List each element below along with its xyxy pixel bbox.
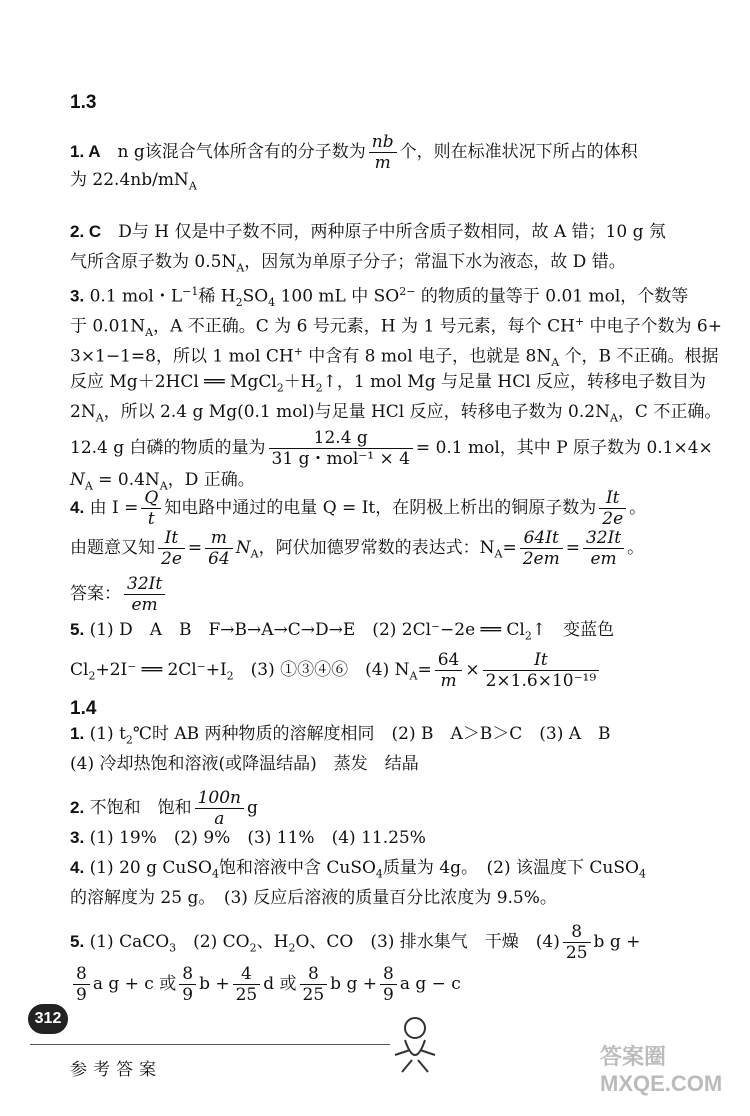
answer-1-4-3: 3. (1) 19% (2) 9% (3) 11% (4) 11.25% — [70, 828, 426, 848]
page-number: 312 — [28, 1004, 68, 1034]
answer-1-4-5-line-2: $\frac{8}{9}$ a g + c 或 $\frac{8}{9}$ b + $\frac{4}{25}$ d 或 $\frac{8}{25}$ b g + $\frac{8}{9}$ a g − c — [70, 964, 461, 1005]
answer-3-line-7: $N_A = 0.4N_A$，D 正确。 — [70, 470, 255, 493]
watermark: 答案圈 MXQE.COM — [600, 1044, 723, 1096]
answer-4-final: 答案： $\frac{32It}{em}$ — [70, 574, 168, 615]
section-title: 1.3 — [70, 92, 97, 113]
answer-3-line-4: 反应 Mg＋2HCl ══ $MgCl_2+H_2↑$，1 mol Mg 与足量 HCl 反应，转移电子数目为 — [70, 372, 707, 395]
answer-1-4-5-line-1: 5. (1) CaCO$_3$ (2) $CO_2$、$H_2O$、CO (3) 排水集气 干燥 (4) $\frac{8}{25}$ b g + — [70, 922, 641, 963]
answer-1-4-1-line-2: (4) 冷却热饱和溶液(或降温结晶) 蒸发 结晶 — [70, 754, 419, 774]
answer-2-line-2: 气所含原子数为 $0.5N_A$，因氖为单原子分子；常温下水为液态，故 D 错。 — [70, 252, 626, 275]
answer-2-line-1: 2. C D与 H 仅是中子数不同，两种原子中所含质子数相同，故 A 错；10 g 氖 — [70, 222, 666, 242]
answer-5-line-2: $Cl_2+2I^-$ ══ $2Cl^-+I_2$ (3) ①③④⑥ (4) $N_A=$ $\frac{64}{m}$ × $\frac{It}{\text{2×1.6×10⁻¹⁹}}$ — [70, 650, 602, 691]
answer-3-line-6: 12.4 g 白磷的物质的量为 $\frac{12.4 g}{\text{31 g・mol⁻¹ × 4}}$ = 0.1 mol，其中 P 原子数为 0.1×4× — [70, 428, 713, 469]
footer-divider — [30, 1044, 390, 1045]
footer-label: 参考答案 — [70, 1060, 162, 1080]
answer-1-4-4-line-2: 的溶解度为 25 g。 (3) 反应后溶液的质量百分比浓度为 9.5%。 — [70, 888, 557, 908]
cartoon-figure-icon — [380, 1010, 450, 1080]
answer-1-4-1-line-1: 1. (1) $t_2℃$时 AB 两种物质的溶解度相同 (2) B A＞B＞C (3) A B — [70, 724, 611, 747]
answer-4-line-1: 4. 由 I = $\frac{Q}{t}$ 知电路中通过的电量 Q = It，在阴极上析出的铜原子数为 $\frac{It}{2e}$ 。 — [70, 488, 647, 529]
answer-3-line-5: $2N_A$，所以 2.4 g Mg(0.1 mol)与足量 HCl 反应，转移电子数为 $0.2N_A$，C 不正确。 — [70, 402, 722, 425]
answer-4-line-2: 由题意又知 $\frac{It}{2e}$ = $\frac{m}{64}$ $N_A$，阿伏加德罗常数的表达式：$N_A=$ $\frac{64It}{2em}$ = $\frac{32It}{em}$ 。 — [70, 528, 645, 569]
section-title: 1.4 — [70, 698, 97, 719]
answer-1-line-2: 为 $22.4nb/mN_A$ — [70, 170, 197, 193]
answer-5-line-1: 5. (1) D A B F→B→A→C→D→E (2) 2Cl⁻−2e ══ $Cl_2↑$ 变蓝色 — [70, 620, 615, 643]
answer-1-4-4-line-1: 4. (1) 20 g CuSO$_4$饱和溶液中含 CuSO$_4$质量为 4g。 (2) 该温度下 CuSO$_4$ — [70, 858, 646, 881]
answer-1-4-2: 2. 不饱和 饱和 $\frac{100n}{a}$ g — [70, 788, 258, 829]
answer-3-line-2: 于 $0.01N_A$，A 不正确。C 为 6 号元素，H 为 1 号元素，每个 CH+ 中电子个数为 6+ — [70, 315, 722, 340]
answer-3-line-3: 3×1−1=8，所以 1 mol CH+ 中含有 8 mol 电子，也就是 $8N_A$ 个，B 不正确。根据 — [70, 345, 719, 370]
answer-1-line-1: 1. A n g该混合气体所含有的分子数为 $\frac{nb}{m}$ 个，则在标准状况下所占的体积 — [70, 132, 638, 173]
answer-3-line-1: 3. 0.1 mol・$L^{-1}$稀 $H_2SO_4$ 100 mL 中 $SO^{2-}$ 的物质的量等于 0.01 mol，个数等 — [70, 285, 689, 310]
